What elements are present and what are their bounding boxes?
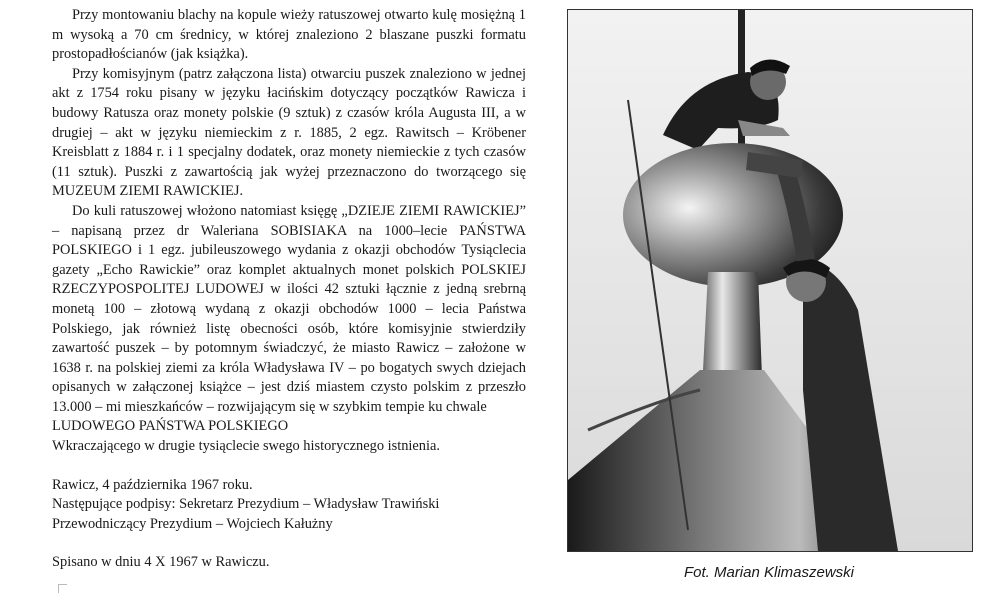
paragraph-1: Przy montowaniu blachy na kopule wieży ratuszowej otwarto kulę mosiężną 1 m wysoką a 70 cm średnicy, w której znaleziono 2 blaszane puszki formatu prostopadłościanów (jak książka). <box>52 7 526 63</box>
spacer <box>52 457 526 476</box>
paragraph-4: LUDOWEGO PAŃSTWA POLSKIEGO <box>52 418 289 435</box>
photo-illustration <box>568 10 972 551</box>
paragraph-2: Przy komisyjnym (patrz załączona lista) otwarciu puszek znaleziono w jednej akt z 1754 roku pisany w języku łacińskim dotyczący początków Rawicza i budowy Ratusza oraz monety polskie (9 sztuk) z czasów króla Augusta III, a w drugiej – akt w języku niemieckim z r. 1885, 2 egz. Rawitsch – Kröbener Kreisblatt z 1884 r. i 1 specjalny dodatek, oraz monety niemieckie z tych czasów (11 sztuk). Puszki z zawartością jak wyżej przeznaczono do tworzącego się MUZEUM ZIEMI RAWICKIEJ. <box>52 65 526 200</box>
spacer <box>52 534 526 553</box>
signatures-line-2: Przewodniczący Prezydium – Wojciech Kałużny <box>52 515 333 532</box>
signatures-line-1: Następujące podpisy: Sekretarz Prezydium – Władysław Trawiński <box>52 496 440 513</box>
document-text <box>52 6 526 573</box>
paragraph-3: Do kuli ratuszowej włożono natomiast księgę „DZIEJE ZIEMI RAWICKIEJ” – napisaną przez dr Waleriana SOBISIAKA na 1000–lecie PAŃSTWA POLSKIEGO i 1 egz. jubileuszowego wydania z okazji obchodów Tysiąclecia gazety „Echo Rawickie” oraz komplet aktualnych monet polskich POLSKIEJ RZECZYPOSPOLITEJ LUDOWEJ w ilości 42 sztuki łącznie z jedną srebrną monetą 100 – złotową wydaną z okazji obchodów 1000 – lecia Państwa Polskiego, jak również listę obecności osób, które komisyjnie stwierdziły zawartość puszek – by potomnym świadczyć, że miasto Rawicz – założone w 1638 r. na polskiej ziemi za króla Władysława IV – po bogatych swych dziejach opisanych w załączonej książce – jest dziś miastem czysto polskim z przeszło 13.000 – mi mieszkańców – rozwijającym się w szybkim tempie ku chwale <box>52 202 526 415</box>
date-line: Rawicz, 4 października 1967 roku. <box>52 476 253 493</box>
photo-caption: Fot. Marian Klimaszewski <box>683 564 855 581</box>
final-line: Spisano w dniu 4 X 1967 w Rawiczu. <box>52 554 270 571</box>
page-corner-mark <box>58 584 67 593</box>
photo-tower-ball <box>567 9 973 552</box>
paragraph-5: Wkraczającego w drugie tysiąclecie swego historycznego istnienia. <box>52 438 440 455</box>
